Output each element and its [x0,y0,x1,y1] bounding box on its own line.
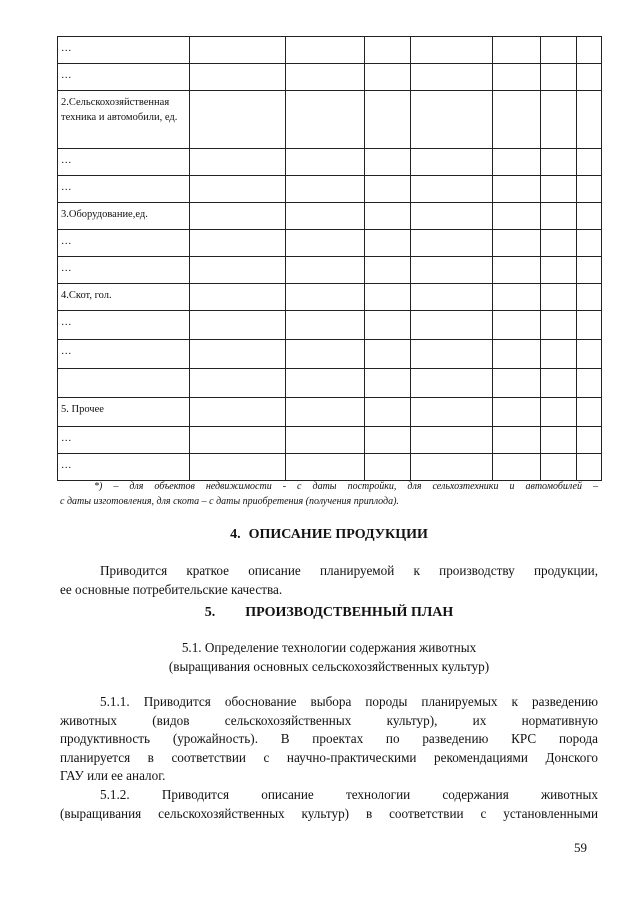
table-cell [411,176,493,203]
table-cell [411,37,493,64]
row-label-cell: … [58,230,190,257]
table-cell [411,284,493,311]
table-cell [286,176,365,203]
section-5-heading [60,604,598,622]
table-cell [541,37,577,64]
table-cell [286,454,365,481]
table-cell [541,176,577,203]
table-cell [286,340,365,369]
table-cell [577,149,602,176]
table-cell [493,369,541,398]
table-cell [493,340,541,369]
paragraph-5-1-1-line: планируется в соответствии с научно-практическими рекомендациями Донского [60,749,598,765]
table-cell [190,284,286,311]
table-cell [190,230,286,257]
table-cell [493,149,541,176]
subsection-5-1-heading [60,638,598,676]
footnote-line-1: *) – для объектов недвижимости - с даты постройки, для сельхозтехники и автомобилей – [94,481,598,492]
table-cell [365,64,411,91]
paragraph-5-1-1-line: продуктивность (урожайность). В проектах по разведению КРС порода [60,731,598,747]
section-4-paragraph [60,562,598,599]
table-cell [286,91,365,149]
table-cell [541,311,577,340]
table-cell [286,311,365,340]
table-cell [493,257,541,284]
table-cell [411,230,493,257]
table-row [58,176,602,203]
table-cell [365,340,411,369]
table-cell [190,203,286,230]
section-4-number: 4. [230,527,241,542]
table-cell [365,454,411,481]
table-cell [577,257,602,284]
table-cell [190,257,286,284]
table-cell [577,37,602,64]
table-cell [411,64,493,91]
table-row [58,257,602,284]
table-cell [493,91,541,149]
table-cell [577,91,602,149]
table-cell [365,427,411,454]
table-cell [541,203,577,230]
table-cell [541,64,577,91]
row-label-cell: … [58,454,190,481]
footnote-line-2: с даты изготовления, для скота – с даты приобретения (получения приплода). [60,495,399,507]
row-label-cell: 5. Прочее [58,398,190,427]
table-cell [541,454,577,481]
table-cell [190,340,286,369]
table-cell [365,369,411,398]
table-cell [286,427,365,454]
table-cell [411,398,493,427]
row-label-cell: … [58,37,190,64]
table-row [58,398,602,427]
table-row [58,37,602,64]
paragraph-5-1-1-line: ГАУ или ее аналог. [60,768,166,784]
row-label-cell [58,369,190,398]
row-label-cell: 4.Скот, гол. [58,284,190,311]
table-cell [577,230,602,257]
table-cell [286,257,365,284]
table-cell [541,398,577,427]
table-cell [190,398,286,427]
table-cell [365,91,411,149]
table-cell [286,398,365,427]
table-cell [190,37,286,64]
table-cell [541,427,577,454]
table-cell [541,230,577,257]
table-cell [493,454,541,481]
table-cell [365,311,411,340]
table-row [58,340,602,369]
table-cell [365,230,411,257]
page-number: 59 [574,840,587,855]
table-cell [286,203,365,230]
paragraph-5-1-1-line: 5.1.1. Приводится обоснование выбора породы планируемых к разведению [100,694,598,709]
row-label-cell: … [58,427,190,454]
row-label-cell: 3.Оборудование,ед. [58,203,190,230]
table-cell [286,37,365,64]
table-cell [577,369,602,398]
table-cell [365,37,411,64]
row-label-cell: … [58,176,190,203]
table-cell [190,427,286,454]
paragraph-5-1-1-line: животных (видов сельскохозяйственных культур), их нормативную [60,712,598,728]
table-footnote [60,480,598,509]
assets-table [57,36,602,481]
table-row [58,369,602,398]
table-row [58,427,602,454]
table-cell [541,369,577,398]
table-cell [190,311,286,340]
table-cell [411,149,493,176]
table-cell [541,91,577,149]
table-cell [577,176,602,203]
table-row [58,64,602,91]
table-cell [365,257,411,284]
table-cell [411,427,493,454]
section-4-heading [60,526,598,544]
table-cell [190,91,286,149]
table-row [58,149,602,176]
table-cell [365,398,411,427]
section-4-line-1: Приводится краткое описание планируемой к производству продукции, [100,563,598,578]
table-row [58,454,602,481]
table-cell [541,257,577,284]
table-cell [286,369,365,398]
table-cell [493,311,541,340]
section-4-line-2: ее основные потребительские качества. [60,581,283,597]
table-cell [577,398,602,427]
table-row [58,203,602,230]
table-cell [286,230,365,257]
table-cell [411,369,493,398]
paragraph-5-1-1 [60,693,598,823]
table-row [58,91,602,149]
table-cell [286,284,365,311]
table-cell [577,284,602,311]
table-cell [411,454,493,481]
table-row [58,284,602,311]
table-cell [577,203,602,230]
section-5-number: 5. [204,605,216,620]
table-cell [493,230,541,257]
table-cell [286,149,365,176]
section-4-title: ОПИСАНИЕ ПРОДУКЦИИ [248,527,428,542]
table-cell [493,398,541,427]
table-cell [541,149,577,176]
table-cell [190,369,286,398]
table-cell [411,203,493,230]
table-cell [577,64,602,91]
table-cell [493,284,541,311]
table-cell [365,149,411,176]
section-5-title: ПРОИЗВОДСТВЕННЫЙ ПЛАН [245,605,454,620]
table-cell [493,37,541,64]
row-label-cell: … [58,64,190,91]
table-cell [190,454,286,481]
table-cell [577,427,602,454]
row-label-cell: … [58,149,190,176]
table-cell [577,340,602,369]
row-label-cell: … [58,257,190,284]
subsection-5-1-line-1: 5.1. Определение технологии содержания животных [181,640,477,655]
table-cell [493,64,541,91]
row-label-cell: … [58,340,190,369]
table-cell [190,149,286,176]
table-cell [365,203,411,230]
table-row [58,230,602,257]
table-cell [577,454,602,481]
table-cell [411,311,493,340]
row-label-cell: 2.Сельскохозяйственная техника и автомобили, ед. [58,91,190,149]
table-row [58,311,602,340]
table-cell [411,340,493,369]
table-cell [493,427,541,454]
table-cell [577,311,602,340]
table-cell [541,340,577,369]
paragraph-5-1-2-line: (выращивания сельскохозяйственных культур) в соответствии с установленными [60,805,598,821]
subsection-5-1-line-2: (выращивания основных сельскохозяйственных культур) [168,659,490,674]
table-cell [190,176,286,203]
table-cell [365,284,411,311]
table-cell [286,64,365,91]
paragraph-5-1-2-line: 5.1.2. Приводится описание технологии содержания животных [100,786,598,802]
table-cell [411,257,493,284]
table-cell [411,91,493,149]
table-cell [493,176,541,203]
table-cell [541,284,577,311]
row-label-cell: … [58,311,190,340]
table-cell [493,203,541,230]
table-cell [190,64,286,91]
table-cell [365,176,411,203]
